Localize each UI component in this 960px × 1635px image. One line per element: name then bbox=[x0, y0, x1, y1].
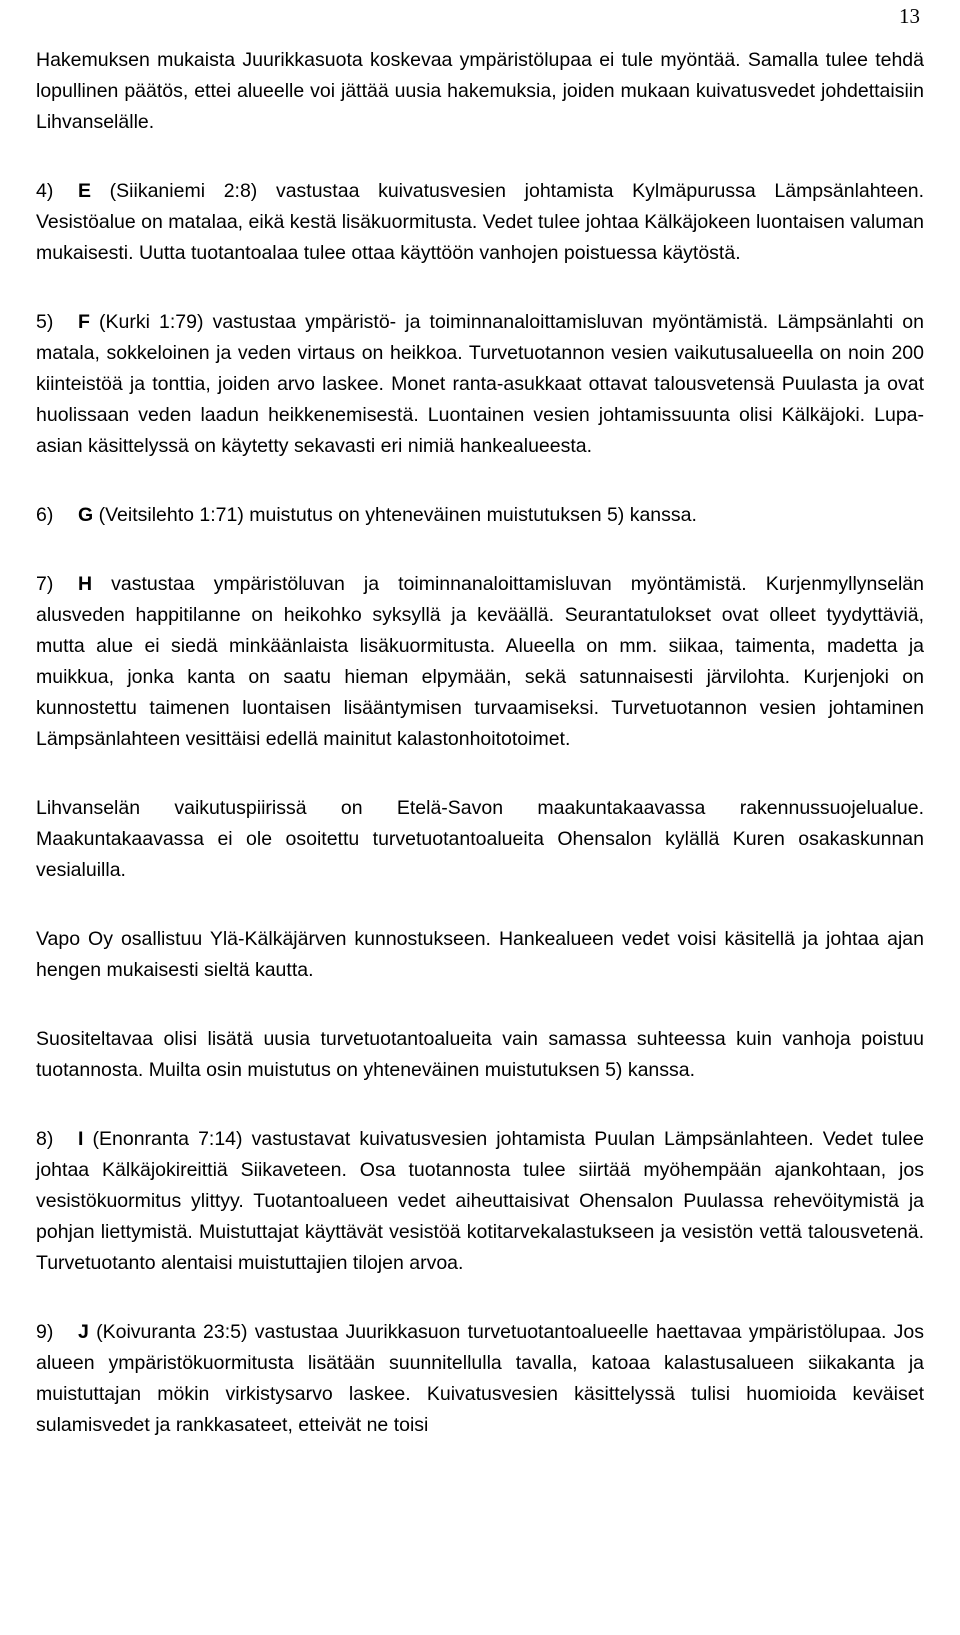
paragraph-text: (Kurki 1:79) vastustaa ympäristö- ja toiminnanaloittamisluvan myöntämistä. Lämpsänlahti on matala, sokkeloinen ja veden virtaus on heikkoa. Turvetuotannon vesien vaikutusalueella on noin 200 kiinteistöä ja tonttia, joiden arvo laskee. Monet ranta-asukkaat ottavat talousvetensä Puulasta ja ovat huolissaan veden laadun heikkenemisestä. Luontainen vesien johtamissuunta olisi Kälkäjoki. Lupa-asian käsittelyssä on käytetty sekavasti eri nimiä hankealueesta. bbox=[36, 311, 924, 457]
paragraph-text: vastustaa ympäristöluvan ja toiminnanaloittamisluvan myöntämistä. Kurjenmyllynselän alusveden happitilanne on heikohko syksyllä ja keväällä. Seurantatulokset ovat olleet tyydyttäviä, mutta alue ei siedä minkäänlaista lisäkuormitusta. Alueella on mm. siikaa, taimenta, madetta ja muikkua, jonka kanta on saatu hieman elpymään, sekä satunnaisesti järvilohta. Kurjenjoki on kunnostettu taimenen luontaisen lisääntymisen turvaamiseksi. Turvetuotannon vesien johtaminen Lämpsänlahteen vesittäisi edellä mainitut kalastonhoitotoimet. bbox=[36, 573, 924, 750]
list-item-5 bbox=[36, 307, 924, 462]
item-letter: F bbox=[78, 311, 90, 333]
item-letter: G bbox=[78, 504, 94, 526]
paragraph-maakuntakaava bbox=[36, 793, 924, 886]
item-letter: J bbox=[78, 1321, 89, 1343]
paragraph-text: Suositeltavaa olisi lisätä uusia turvetuotantoalueita vain samassa suhteessa kuin vanhoja poistuu tuotannosta. Muilta osin muistutus on yhteneväinen muistutuksen 5) kanssa. bbox=[36, 1028, 924, 1081]
item-letter: H bbox=[78, 573, 93, 595]
list-item-9 bbox=[36, 1317, 924, 1441]
paragraph-text: (Enonranta 7:14) vastustavat kuivatusvesien johtamista Puulan Lämpsänlahteen. Vedet tulee johtaa Kälkäjokireittiä Siikaveteen. Osa tuotannosta tulee siirtää myöhempään ajankohtaan, jos vesistökuormitus ylittyy. Tuotantoalueen vedet aiheuttaisivat Ohensalon Puulassa rehevöitymistä ja pohjan liettymistä. Muistuttajat käyttävät vesistöä kotitarvekalastukseen ja vesistön vettä talousvetenä. Turvetuotanto alentaisi muistuttajien tilojen arvoa. bbox=[36, 1128, 924, 1274]
list-item-7 bbox=[36, 569, 924, 755]
item-number: 6) bbox=[36, 504, 54, 526]
paragraph-text: Lihvanselän vaikutuspiirissä on Etelä-Savon maakuntakaavassa rakennussuojelualue. Maakuntakaavassa ei ole osoitettu turvetuotantoalueita Ohensalon kylällä Kuren osakaskunnan vesialuilla. bbox=[36, 797, 924, 881]
item-letter: E bbox=[78, 180, 92, 202]
paragraph-text: Vapo Oy osallistuu Ylä-Kälkäjärven kunnostukseen. Hankealueen vedet voisi käsitellä ja johtaa ajan hengen mukaisesti sieltä kautta. bbox=[36, 928, 924, 981]
page-number: 13 bbox=[899, 4, 920, 28]
item-letter: I bbox=[78, 1128, 84, 1150]
paragraph-text: Hakemuksen mukaista Juurikkasuota koskevaa ympäristölupaa ei tule myöntää. Samalla tulee tehdä lopullinen päätös, ettei alueelle voi jättää uusia hakemuksia, joiden mukaan kuivatusvedet johdettaisiin Lihvanselälle. bbox=[36, 49, 924, 133]
item-number: 9) bbox=[36, 1321, 54, 1343]
list-item-8 bbox=[36, 1124, 924, 1279]
item-number: 5) bbox=[36, 311, 54, 333]
item-number: 7) bbox=[36, 573, 54, 595]
paragraph-suositus bbox=[36, 1024, 924, 1086]
item-number: 8) bbox=[36, 1128, 54, 1150]
item-number: 4) bbox=[36, 180, 54, 202]
paragraph-intro bbox=[36, 45, 924, 138]
paragraph-text: (Siikaniemi 2:8) vastustaa kuivatusvesien johtamista Kylmäpurussa Lämpsänlahteen. Vesistöalue on matalaa, eikä kestä lisäkuormitusta. Vedet tulee johtaa Kälkäjokeen luontaisen valuman mukaisesti. Uutta tuotantoalaa tulee ottaa käyttöön vanhojen poistuessa käytöstä. bbox=[36, 180, 924, 264]
list-item-4 bbox=[36, 176, 924, 269]
list-item-6 bbox=[36, 500, 924, 531]
paragraph-text: (Veitsilehto 1:71) muistutus on yhteneväinen muistutuksen 5) kanssa. bbox=[93, 504, 697, 526]
document-body bbox=[36, 45, 924, 1441]
paragraph-vapo bbox=[36, 924, 924, 986]
paragraph-text: (Koivuranta 23:5) vastustaa Juurikkasuon turvetuotantoalueelle haettavaa ympäristölupaa. Jos alueen ympäristökuormitusta lisätään suunnitellulla tavalla, katoaa kalastusalueen siikakanta ja muistuttajan mökin virkistysarvo laskee. Kuivatusvesien käsittelyssä tulisi huomioida keväiset sulamisvedet ja rankkasateet, etteivät ne toisi bbox=[36, 1321, 924, 1436]
